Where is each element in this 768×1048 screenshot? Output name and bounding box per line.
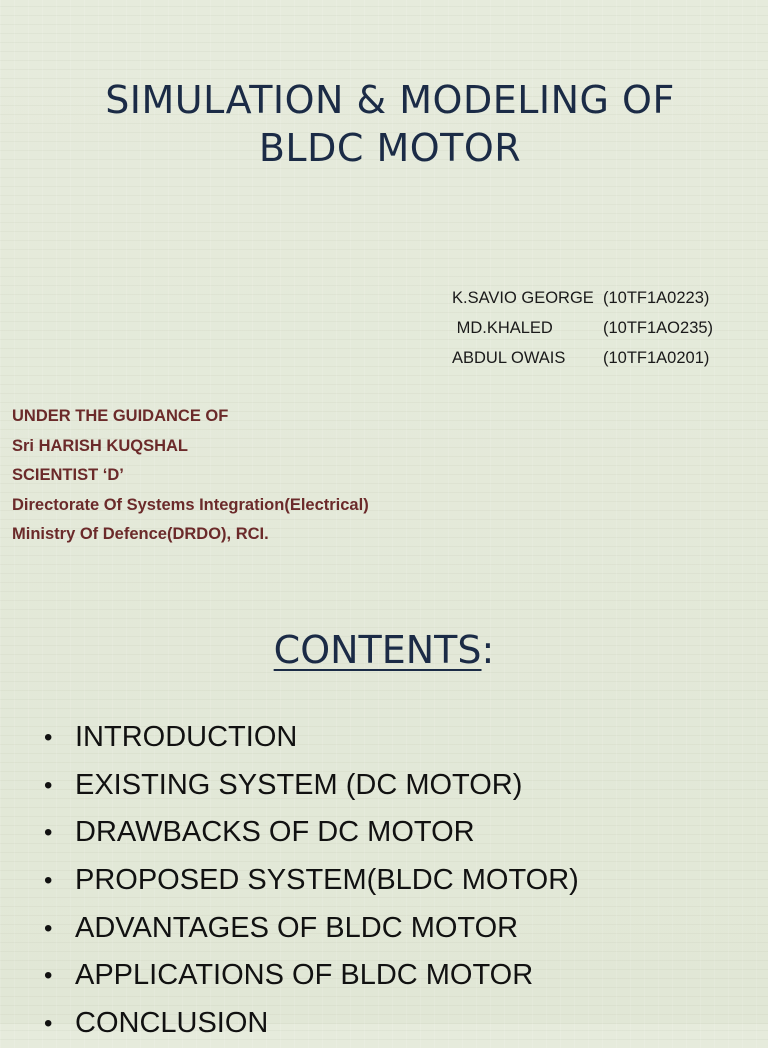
author-name: ABDUL OWAIS <box>452 349 566 367</box>
list-item <box>40 762 760 810</box>
list-item <box>40 952 760 1000</box>
list-item <box>40 857 760 905</box>
author-name: K.SAVIO GEORGE <box>452 289 594 307</box>
list-item-text: ADVANTAGES OF BLDC MOTOR <box>75 911 519 944</box>
list-item <box>40 809 760 857</box>
list-item <box>40 905 760 953</box>
list-item-text: DRAWBACKS OF DC MOTOR <box>75 816 475 849</box>
bullet-icon: • <box>44 1010 53 1038</box>
slide-title-line-1: SIMULATION & MODELING OF <box>105 78 675 122</box>
slide-title-line-2: BLDC MOTOR <box>258 126 522 170</box>
author-list <box>452 283 752 373</box>
author-roll-number: (10TF1A0201) <box>603 349 710 367</box>
list-item-text: PROPOSED SYSTEM(BLDC MOTOR) <box>75 864 579 897</box>
bullet-icon: • <box>44 914 53 942</box>
contents-list <box>40 714 760 1048</box>
list-item-text: EXISTING SYSTEM (DC MOTOR) <box>75 768 523 801</box>
author-roll-number: (10TF1AO235) <box>603 319 714 337</box>
list-item <box>40 714 760 762</box>
bullet-icon: • <box>44 819 53 847</box>
bullet-icon: • <box>44 962 53 990</box>
author-row <box>452 283 752 313</box>
bullet-icon: • <box>44 771 53 799</box>
author-row <box>452 313 752 343</box>
guide-designation: SCIENTIST ‘D’ <box>12 466 124 484</box>
author-roll-number: (10TF1A0223) <box>603 289 710 307</box>
bullet-icon: • <box>44 867 53 895</box>
author-row <box>452 343 752 373</box>
bullet-icon: • <box>44 724 53 751</box>
contents-heading <box>0 626 768 674</box>
list-item-text: CONCLUSION <box>75 1007 269 1040</box>
contents-heading-text: CONTENTS <box>273 628 482 672</box>
guidance-block <box>12 402 512 550</box>
contents-heading-colon: : <box>481 628 495 672</box>
list-item-text: INTRODUCTION <box>75 721 298 753</box>
contents-slide <box>0 580 768 1040</box>
slide-title <box>40 76 740 172</box>
list-item-text: APPLICATIONS OF BLDC MOTOR <box>75 959 534 992</box>
author-name: MD.KHALED <box>452 319 553 337</box>
guide-ministry: Ministry Of Defence(DRDO), RCI. <box>12 525 269 543</box>
guide-name: Sri HARISH KUQSHAL <box>12 436 189 455</box>
guide-directorate: Directorate Of Systems Integration(Electrical) <box>12 495 369 514</box>
guidance-heading: UNDER THE GUIDANCE OF <box>12 407 229 425</box>
